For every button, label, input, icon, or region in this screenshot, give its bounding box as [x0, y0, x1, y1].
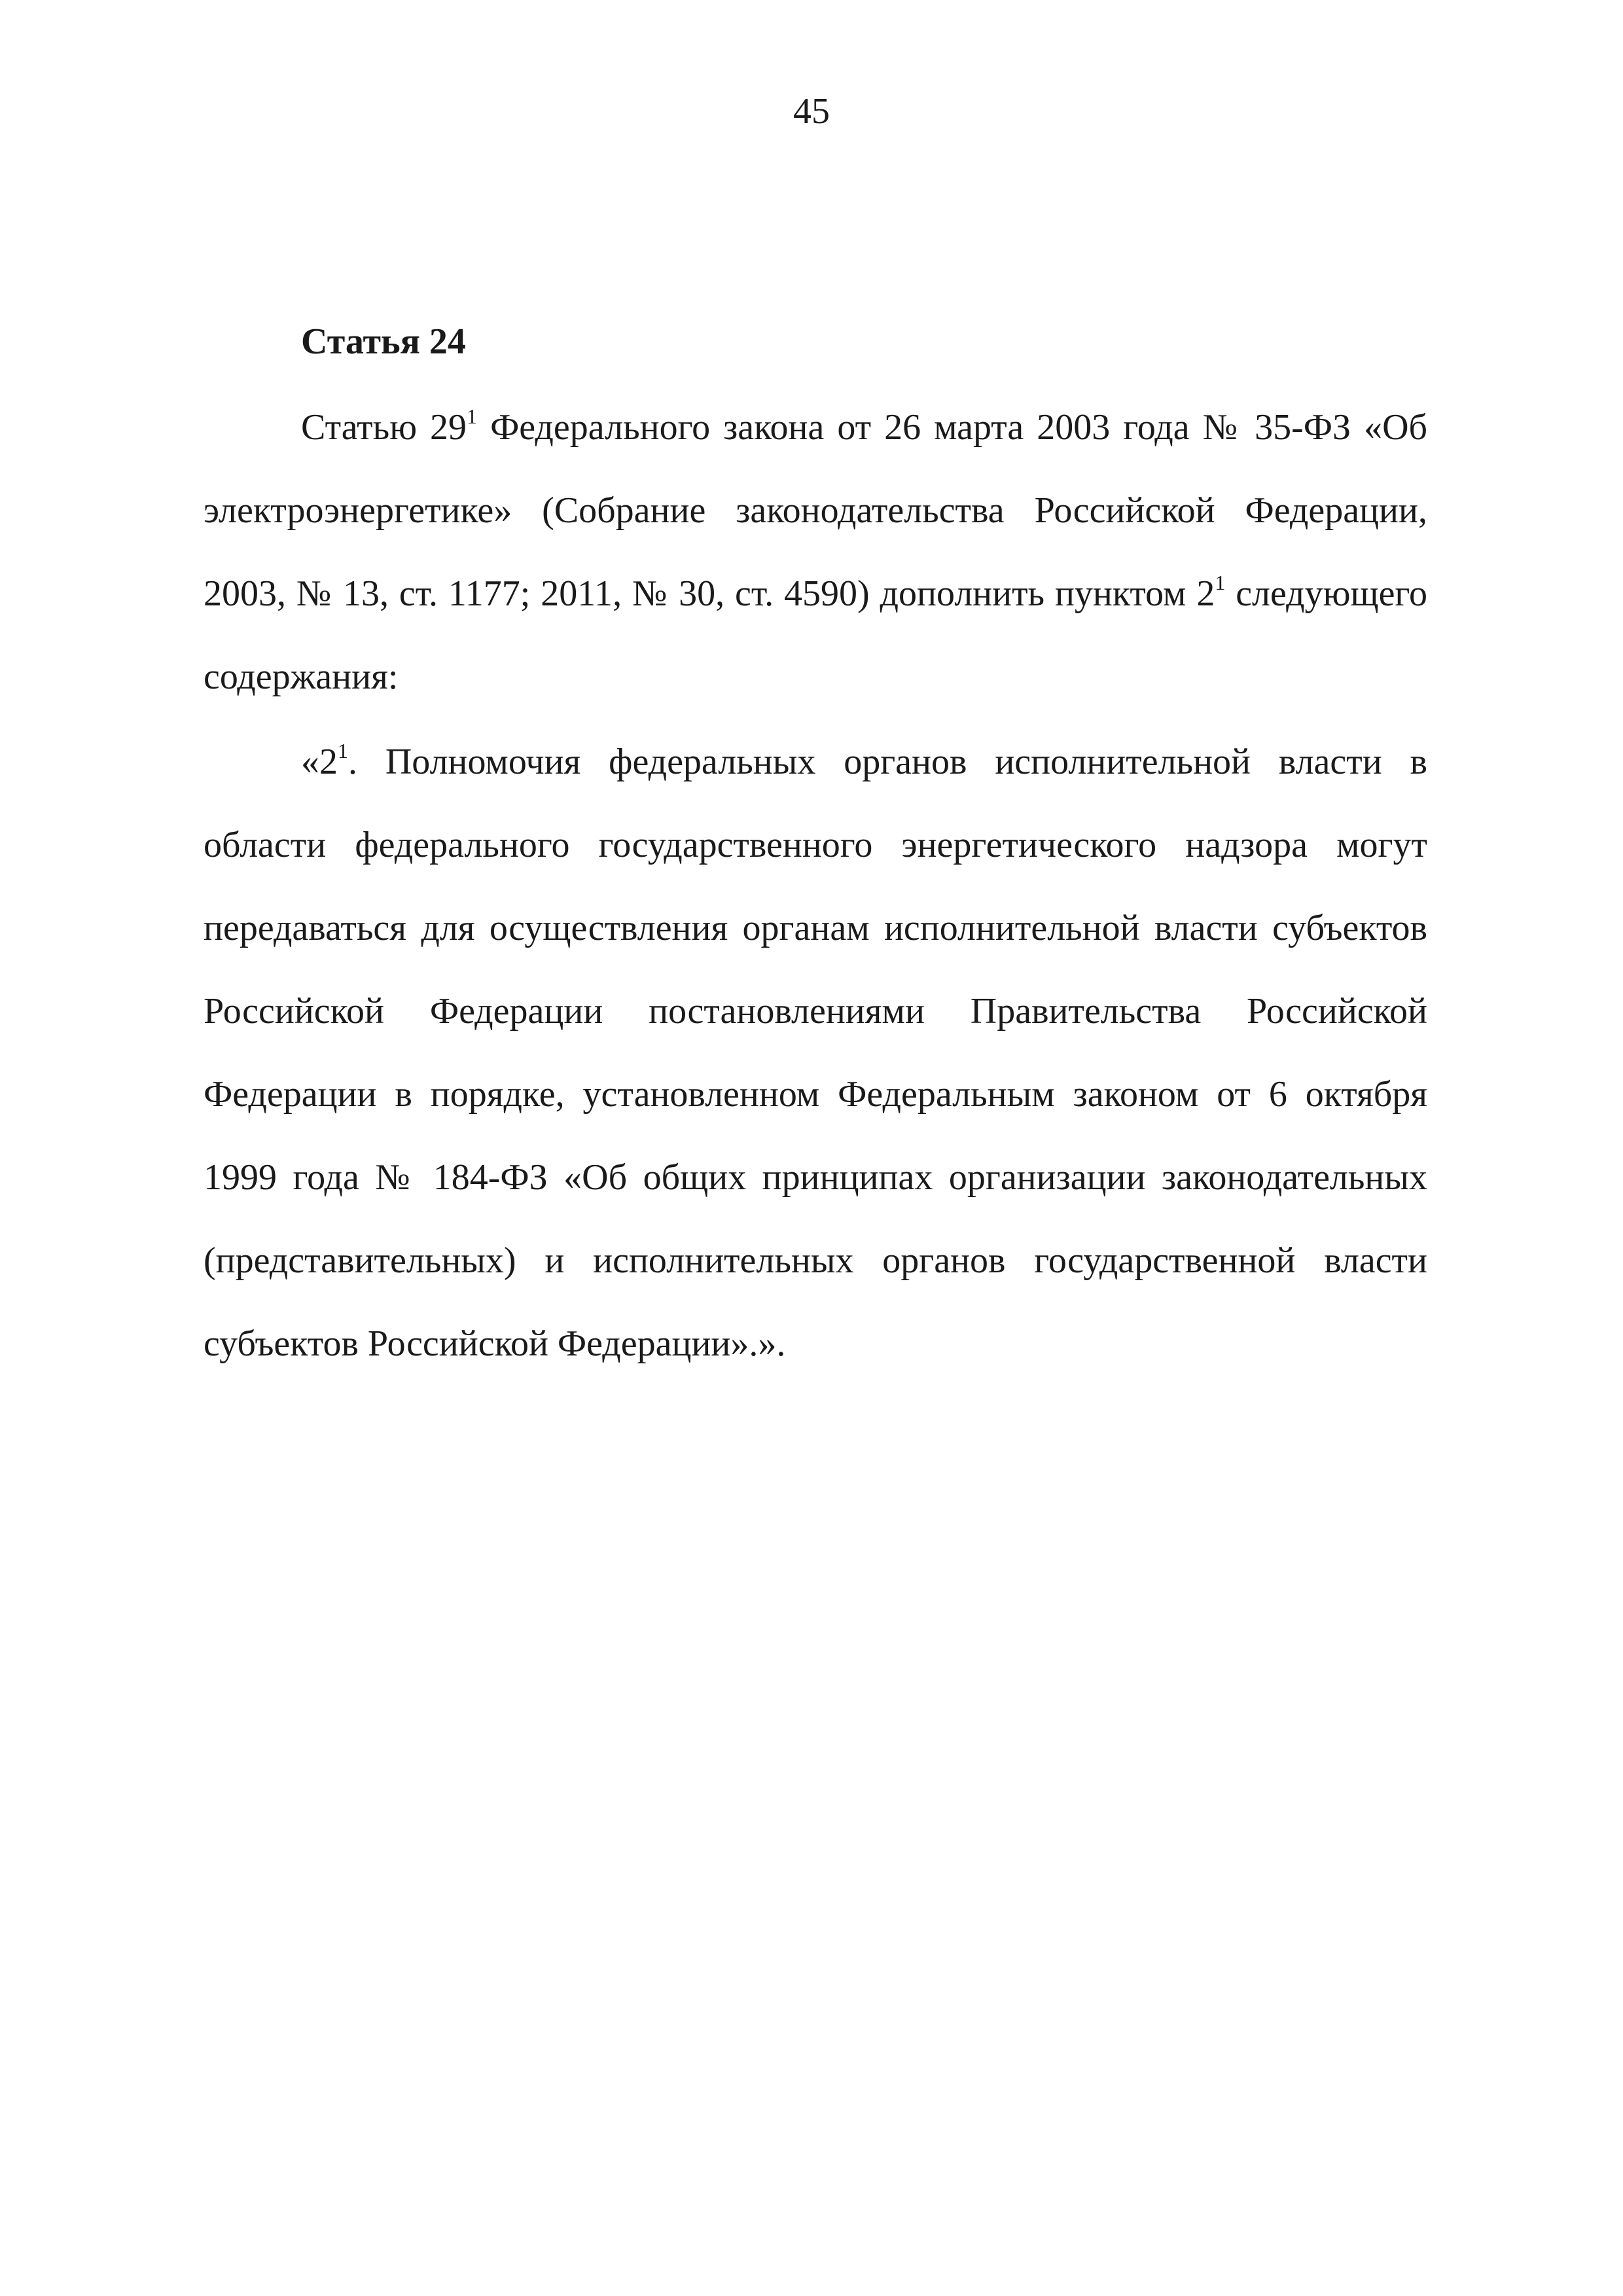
paragraph-text: «2: [301, 742, 338, 782]
superscript: 1: [338, 739, 348, 762]
paragraph-text: следующего содержания:: [204, 573, 1428, 697]
superscript: 1: [1215, 571, 1226, 594]
article-title: Статья 24: [301, 321, 466, 362]
paragraph-text: Федерального закона от 26 марта 2003 года № 35-ФЗ «Об электроэнергетике» (Собрание законодательства Российской Федерации, 2003, № 13, ст. 1177; 2011, № 30, ст. 4590) дополнить пунктом 2: [204, 407, 1427, 614]
paragraph-text: Статью 29: [301, 407, 467, 448]
page-number: 45: [793, 91, 830, 132]
paragraph-amendment-text: [204, 721, 1427, 1386]
paragraph-amendment-intro: [204, 386, 1427, 719]
superscript: 1: [467, 404, 478, 428]
paragraph-text: . Полномочия федеральных органов исполнительной власти в области федерального государственного энергетического надзора могут передаваться для осуществления органам исполнительной власти субъектов Российской Федерации постановлениями Правительства Российской Федерации в порядке, установленном Федеральным законом от 6 октября 1999 года № 184-ФЗ «Об общих принципах организации законодательных (представительных) и исполнительных органов государственной власти субъектов Российской Федерации».».: [204, 742, 1427, 1364]
